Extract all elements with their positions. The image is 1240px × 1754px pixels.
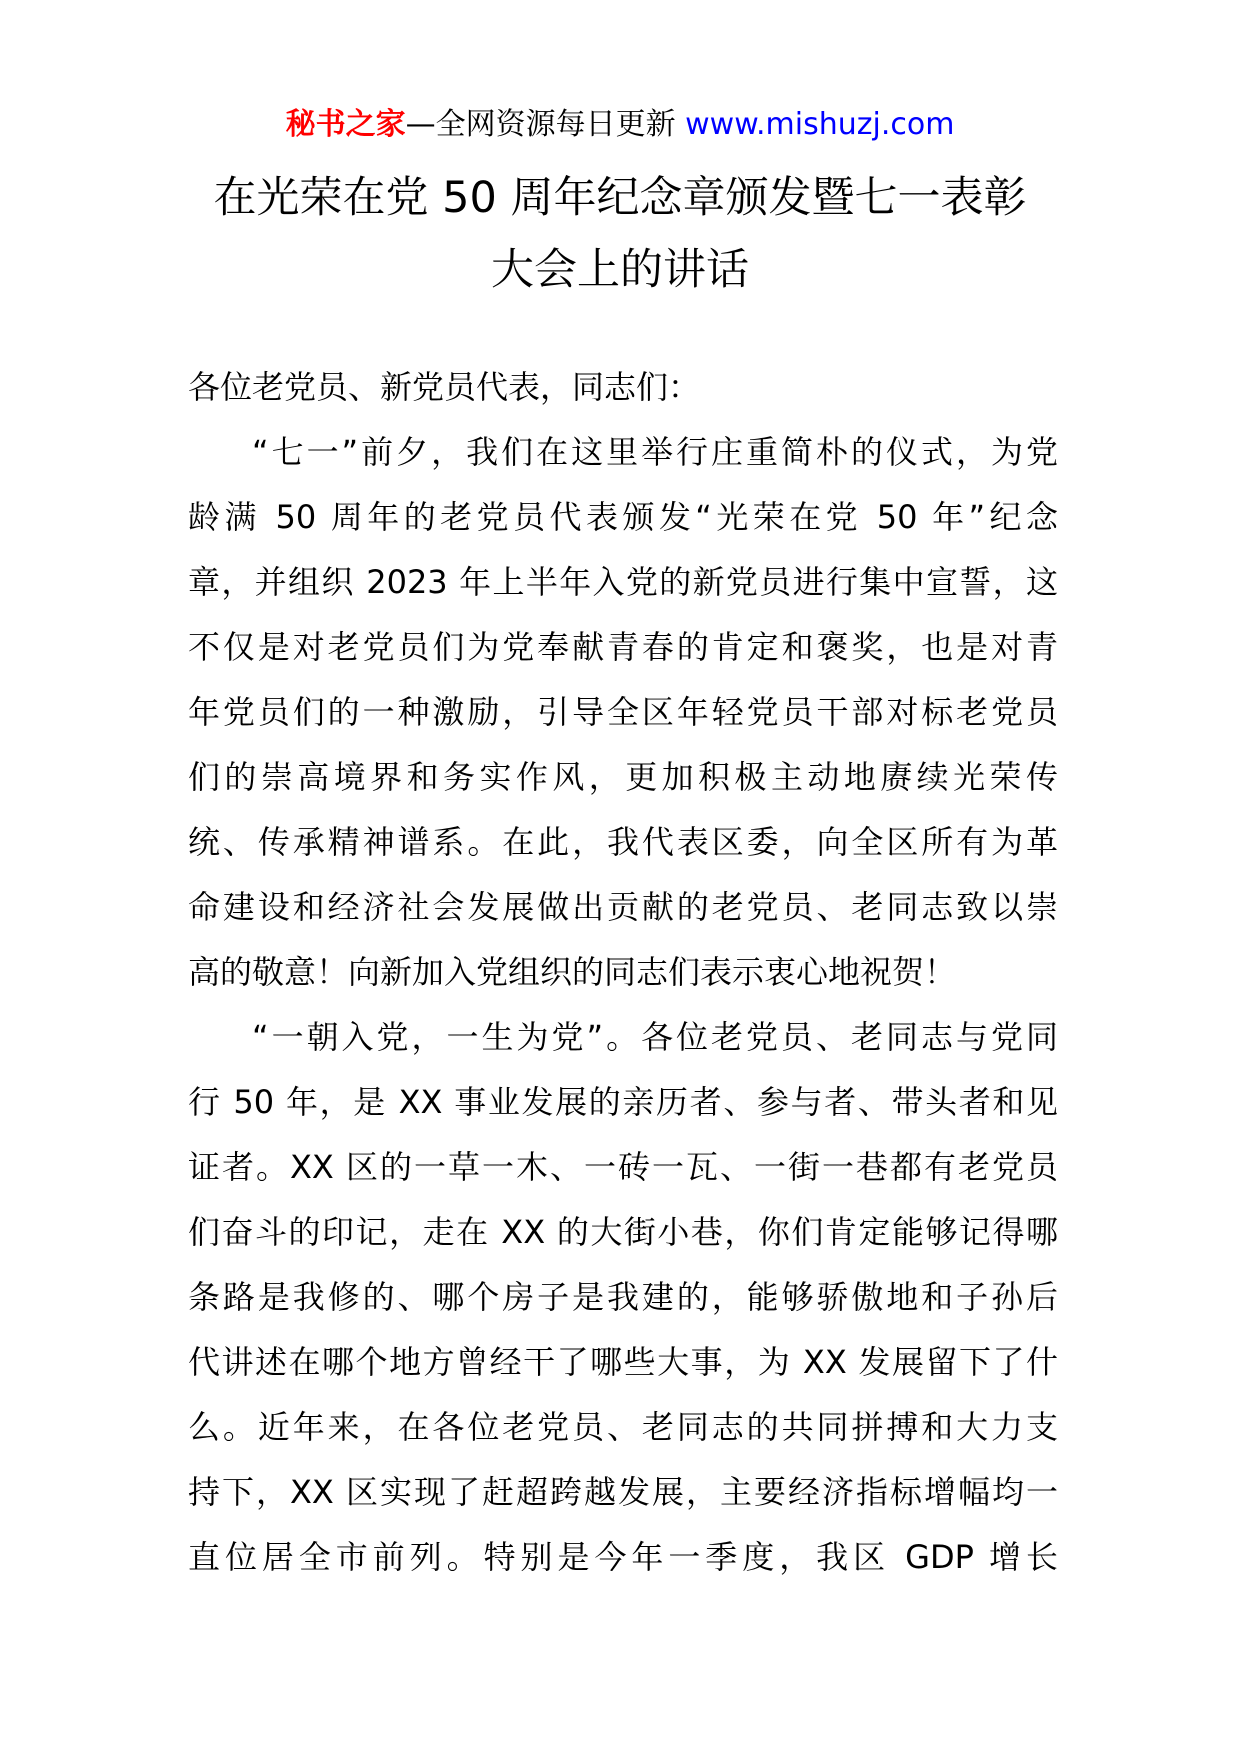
paragraph-line: “一朝入党，一生为党”。各位老党员、老同志与党同: [252, 1018, 1058, 1056]
paragraph-line: 不仅是对老党员们为党奉献青春的肯定和褒奖，也是对青: [188, 628, 1058, 666]
title-line-1: 在光荣在党 50 周年纪念章颁发暨七一表彰: [213, 173, 1027, 223]
paragraph-line: 直位居全市前列。特别是今年一季度，我区 GDP 增长: [188, 1538, 1058, 1576]
paragraph-line: 代讲述在哪个地方曾经干了哪些大事，为 XX 发展留下了什: [188, 1343, 1058, 1381]
header-slogan: —全网资源每日更新: [405, 107, 676, 142]
paragraph-line: 高的敬意！向新加入党组织的同志们表示衷心地祝贺！: [188, 953, 957, 991]
paragraph-line: 持下，XX 区实现了赶超跨越发展，主要经济指标增幅均一: [188, 1473, 1058, 1511]
paragraph-line: 们的崇高境界和务实作风，更加积极主动地赓续光荣传: [188, 758, 1058, 796]
title-line-2: 大会上的讲话: [491, 245, 749, 295]
paragraph-line: 条路是我修的、哪个房子是我建的，能够骄傲地和子孙后: [188, 1278, 1058, 1316]
salutation: 各位老党员、新党员代表，同志们：: [188, 368, 701, 406]
paragraph-line: 章，并组织 2023 年上半年入党的新党员进行集中宣誓，这: [188, 563, 1058, 601]
document-title: [0, 162, 1240, 306]
brand-name: 秘书之家: [285, 107, 406, 142]
site-header: [0, 103, 1240, 147]
paragraph-line: 命建设和经济社会发展做出贡献的老党员、老同志致以崇: [188, 888, 1058, 926]
paragraph-line: 龄满 50 周年的老党员代表颁发“光荣在党 50 年”纪念: [188, 498, 1058, 536]
paragraph-line: 么。近年来，在各位老党员、老同志的共同拼搏和大力支: [188, 1408, 1058, 1446]
speech-body: [188, 355, 1058, 1590]
site-url-link[interactable]: www.mishuzj.com: [685, 107, 955, 142]
paragraph-line: 证者。XX 区的一草一木、一砖一瓦、一街一巷都有老党员: [188, 1148, 1058, 1186]
paragraph-line: 统、传承精神谱系。在此，我代表区委，向全区所有为革: [188, 823, 1058, 861]
paragraph-line: “七一”前夕，我们在这里举行庄重简朴的仪式，为党: [252, 433, 1058, 471]
paragraph-line: 行 50 年，是 XX 事业发展的亲历者、参与者、带头者和见: [188, 1083, 1058, 1121]
paragraph-line: 们奋斗的印记，走在 XX 的大街小巷，你们肯定能够记得哪: [188, 1213, 1058, 1251]
paragraph-line: 年党员们的一种激励，引导全区年轻党员干部对标老党员: [188, 693, 1058, 731]
